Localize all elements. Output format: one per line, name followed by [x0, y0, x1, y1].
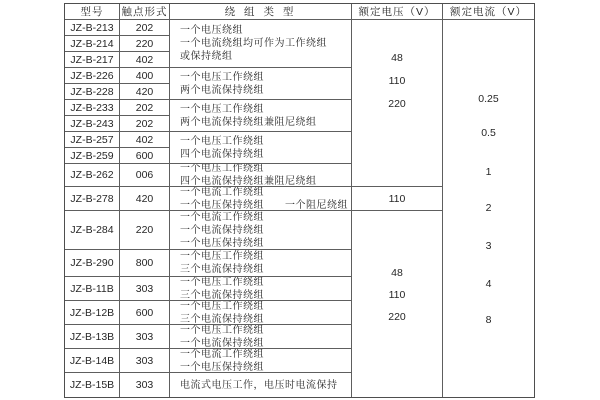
- winding-line: 三个电流保持绕组: [180, 313, 264, 325]
- winding-line: 一个电流工作绕组: [180, 187, 264, 198]
- current-value: 0.25: [478, 93, 499, 105]
- winding-line: 一个电压工作绕组: [180, 277, 264, 288]
- model-cell: JZ-B-226: [65, 68, 120, 84]
- model-cell: JZ-B-11B: [65, 277, 120, 301]
- winding-line: 一个电压工作绕组: [180, 301, 264, 312]
- contact-cell: 402: [120, 52, 170, 68]
- winding-cell: [170, 68, 352, 100]
- winding-line: 一个电压绕组: [180, 25, 243, 36]
- model-cell: JZ-B-243: [65, 116, 120, 132]
- contact-cell: 303: [120, 325, 170, 349]
- winding-cell: [170, 187, 352, 211]
- contact-cell: 006: [120, 164, 170, 187]
- winding-line: 一个电压工作绕组: [180, 103, 264, 115]
- contact-cell: 220: [120, 36, 170, 52]
- winding-cell: [170, 301, 352, 325]
- model-cell: JZ-B-278: [65, 187, 120, 211]
- model-cell: JZ-B-15B: [65, 373, 120, 397]
- current-value: 8: [485, 314, 492, 326]
- model-cell: JZ-B-217: [65, 52, 120, 68]
- contact-cell: 400: [120, 68, 170, 84]
- winding-line: 一个电流工作绕组: [180, 349, 264, 360]
- voltage-value: 220: [388, 98, 406, 110]
- current-value: 3: [485, 240, 492, 252]
- model-cell: JZ-B-213: [65, 20, 120, 36]
- contact-cell: 202: [120, 116, 170, 132]
- col-header-winding: 绕 组 类 型: [170, 4, 352, 20]
- winding-cell: [170, 349, 352, 373]
- model-cell: JZ-B-12B: [65, 301, 120, 325]
- winding-line: 电流式电压工作，电压时电流保持: [180, 379, 338, 391]
- current-value: 4: [485, 278, 492, 290]
- winding-cell: [170, 20, 352, 68]
- col-header-contact: 触点形式: [120, 4, 170, 20]
- model-cell: JZ-B-290: [65, 250, 120, 277]
- contact-cell: 800: [120, 250, 170, 277]
- winding-cell: [170, 250, 352, 277]
- col-header-model: 型号: [65, 4, 120, 20]
- current-group-cell: [443, 20, 534, 397]
- model-cell: JZ-B-214: [65, 36, 120, 52]
- contact-cell: 303: [120, 277, 170, 301]
- model-cell: JZ-B-259: [65, 148, 120, 164]
- contact-cell: 402: [120, 132, 170, 148]
- col-header-voltage: 额定电压（V）: [352, 4, 443, 20]
- winding-line: 一个电流工作绕组: [180, 211, 264, 223]
- winding-cell: [170, 100, 352, 132]
- winding-line: 一个电压工作绕组: [180, 164, 264, 174]
- winding-cell: [170, 132, 352, 164]
- voltage-group-cell: [352, 20, 443, 187]
- winding-line: 一个电压工作绕组: [180, 135, 264, 147]
- current-value: 2: [485, 202, 492, 214]
- winding-line: 四个电流保持绕组兼阻尼绕组: [180, 176, 317, 187]
- voltage-group-cell: [352, 211, 443, 397]
- winding-line: 一个电压保持绕组: [180, 237, 264, 249]
- winding-cell: [170, 164, 352, 187]
- contact-cell: 303: [120, 373, 170, 397]
- winding-line: 一个电压保持绕组: [180, 361, 264, 373]
- winding-line: 三个电流保持绕组: [180, 264, 264, 275]
- winding-cell: [170, 211, 352, 250]
- winding-line: 一个电流保持绕组: [180, 224, 264, 236]
- current-value: 0.5: [481, 127, 496, 139]
- contact-cell: 220: [120, 211, 170, 250]
- contact-cell: 202: [120, 20, 170, 36]
- model-cell: JZ-B-233: [65, 100, 120, 116]
- model-cell: JZ-B-284: [65, 211, 120, 250]
- contact-cell: 420: [120, 187, 170, 211]
- current-value: 1: [485, 166, 492, 178]
- winding-line: 一个电压保持绕组 一个阻尼绕组: [180, 199, 348, 211]
- winding-line: 一个电流绕组均可作为工作绕组: [180, 38, 327, 49]
- winding-line: 一个电压工作绕组: [180, 325, 264, 336]
- voltage-value: 110: [388, 75, 406, 87]
- col-header-current: 额定电流（V）: [443, 4, 534, 20]
- model-cell: JZ-B-257: [65, 132, 120, 148]
- winding-line: 两个电流保持绕组兼阻尼绕组: [180, 116, 317, 128]
- winding-cell: [170, 277, 352, 301]
- contact-cell: 303: [120, 349, 170, 373]
- model-cell: JZ-B-13B: [65, 325, 120, 349]
- voltage-value: 220: [388, 311, 406, 323]
- contact-cell: 600: [120, 301, 170, 325]
- voltage-value: 110: [388, 289, 406, 301]
- winding-line: 四个电流保持绕组: [180, 148, 264, 160]
- winding-line: 或保持绕组: [180, 51, 233, 62]
- model-cell: JZ-B-228: [65, 84, 120, 100]
- contact-cell: 202: [120, 100, 170, 116]
- voltage-cell: 110: [352, 187, 443, 211]
- model-cell: JZ-B-262: [65, 164, 120, 187]
- winding-line: 两个电流保持绕组: [180, 84, 264, 96]
- contact-cell: 600: [120, 148, 170, 164]
- winding-line: 三个电流保持绕组: [180, 289, 264, 301]
- winding-line: 一个电流保持绕组: [180, 337, 264, 349]
- contact-cell: 420: [120, 84, 170, 100]
- winding-line: 一个电压工作绕组: [180, 251, 264, 262]
- voltage-value: 48: [391, 52, 403, 64]
- voltage-value: 48: [391, 267, 403, 279]
- winding-line: 一个电压工作绕组: [180, 71, 264, 83]
- model-cell: JZ-B-14B: [65, 349, 120, 373]
- relay-spec-table: [64, 3, 535, 398]
- winding-cell: [170, 373, 352, 397]
- winding-cell: [170, 325, 352, 349]
